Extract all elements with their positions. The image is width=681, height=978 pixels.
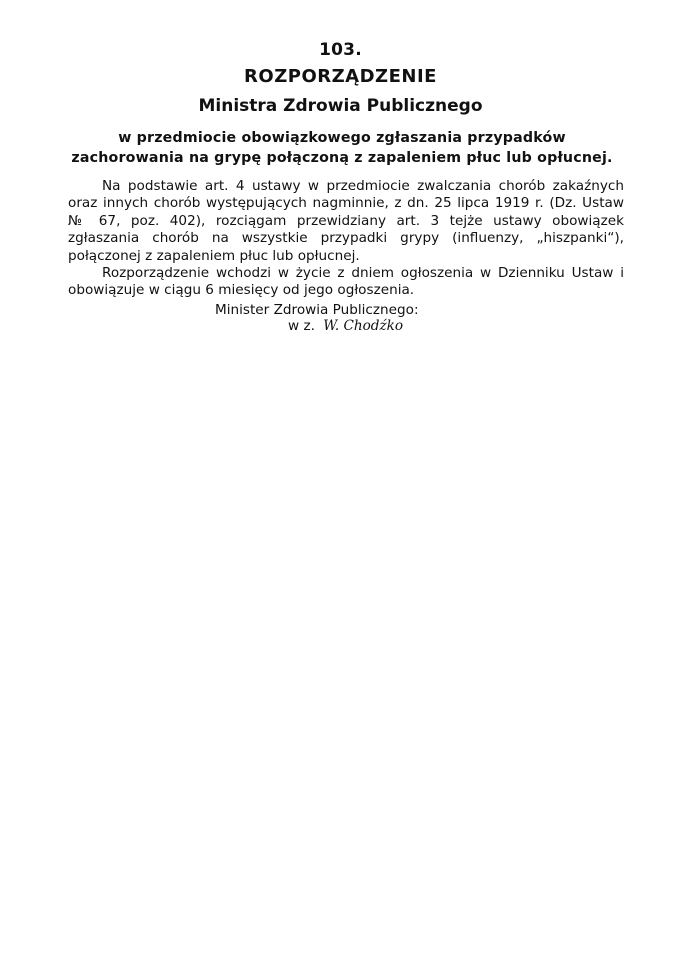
issuing-authority: Ministra Zdrowia Publicznego	[198, 96, 483, 116]
document-subject: w przedmiocie obowiązkowego zgłaszania przypadków zachorowania na grypę połączoną z zapaleniem płuc lub opłucnej.	[71, 130, 613, 166]
paragraph-entry-into-force: Rozporządzenie wchodzi w życie z dniem ogłoszenia w Dzienniku Ustaw i obowiązuje w ciągu 6 miesięcy od jego ogłoszenia.	[68, 265, 624, 299]
document-body	[68, 178, 624, 300]
signature-title: Minister Zdrowia Publicznego:	[215, 302, 419, 318]
signature-name: W. Chodźko	[323, 318, 404, 334]
paragraph-legal-basis: Na podstawie art. 4 ustawy w przedmiocie zwalczania chorób zakaźnych oraz innych chorób występujących nagminnie, z dn. 25 lipca 1919 r. (Dz. Ustaw № 67, poz. 402), rozciągam przewidziany art. 3 tejże ustawy obowiązek zgłaszania chorób na wszystkie przypadki grypy (influenzy, „hiszpanki“), połączonej z zapaleniem płuc lub opłucnej.	[68, 178, 624, 264]
document-number: 103.	[319, 40, 362, 60]
signature-block	[288, 318, 403, 334]
signature-prefix: w z.	[288, 318, 315, 334]
document-type-heading: ROZPORZĄDZENIE	[244, 66, 437, 87]
